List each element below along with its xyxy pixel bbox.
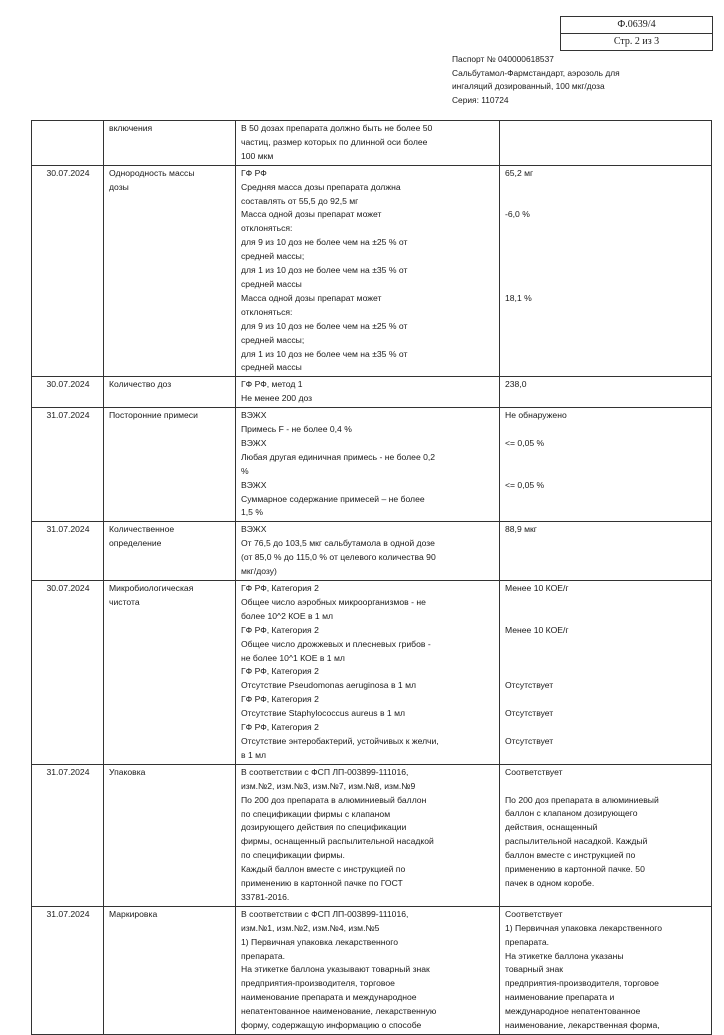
date-cell [32,165,104,377]
cell-line: применению в картонной пачке по ГОСТ [241,878,403,889]
cell-line: ГФ РФ [241,167,267,178]
cell-line: предприятия-производителя, торговое [241,978,395,989]
cell-line: От 76,5 до 103,5 мкг сальбутамола в одной дозе [241,538,435,549]
cell-line: Не менее 200 доз [241,393,313,404]
cell-line: 31.07.2024 [46,766,90,777]
test-name-cell [104,522,236,581]
date-cell [32,764,104,906]
cell-line: Примесь F - не более 0,4 % [241,424,352,435]
passport-line: Серия: 110724 [452,94,509,105]
table-row [32,764,712,906]
cell-line: изм.№2, изм.№3, изм.№7, изм.№8, изм.№9 [241,780,416,791]
cell-line: Общее число дрожжевых и плесневых грибов - [241,638,431,649]
cell-line: <= 0,05 % [505,437,545,448]
result-cell [500,581,712,765]
specification-cell [236,121,500,166]
specification-cell [236,581,500,765]
cell-line [505,195,707,209]
cell-line: 1) Первичная упаковка лекарственного [241,936,398,947]
cell-line: непатентованное наименование, лекарственную [241,1006,437,1017]
cell-line: изм.№1, изм.№2, изм.№4, изм.№5 [241,922,380,933]
passport-line: ингаляций дозированный, 100 мкг/доза [452,81,605,91]
specification-cell [236,408,500,522]
cell-line: для 1 из 10 доз не более чем на ±35 % от [241,348,408,359]
cell-line: Суммарное содержание примесей – не более [241,493,425,504]
cell-line [505,222,707,236]
cell-line: ВЭЖХ [241,479,267,490]
cell-line: ГФ РФ, метод 1 [241,379,303,390]
cell-line: 100 мкм [241,150,274,161]
cell-line: баллон с клапаном дозирующего [505,808,638,819]
result-cell [500,906,712,1034]
result-cell [500,377,712,408]
date-cell [32,906,104,1034]
specification-cell [236,522,500,581]
cell-line: Соответствует [505,766,563,777]
passport-header [452,53,714,107]
cell-line: Количество доз [109,379,172,390]
cell-line: не более 10^1 КОЕ в 1 мл [241,652,345,663]
cell-line: дозирующего действия по спецификации [241,822,407,833]
cell-line: По 200 доз препарата в алюминиевый [505,794,659,805]
cell-line: 1) Первичная упаковка лекарственного [505,922,662,933]
cell-line: применению в картонной пачке. 50 [505,864,645,875]
cell-line [505,181,707,195]
cell-line: для 1 из 10 доз не более чем на ±35 % от [241,265,408,276]
cell-line [37,122,99,136]
cell-line [505,638,707,652]
cell-line: баллон вместе с инструкцией по [505,850,636,861]
cell-line: Посторонние примеси [109,410,198,421]
passport-line: Паспорт № 040000618537 [452,54,554,64]
cell-line: действия, оснащенный [505,822,598,833]
passport-line: Сальбутамол-Фармстандарт, аэрозоль для [452,67,620,78]
specification-cell [236,764,500,906]
test-name-cell [104,121,236,166]
cell-line [505,780,707,794]
cell-line [505,665,707,679]
cell-line: Отсутствует [505,735,554,746]
cell-line: По 200 доз препарата в алюминиевый баллон [241,794,427,805]
cell-line: в 1 мл [241,749,267,760]
cell-line: Маркировка [109,908,158,919]
cell-line: Однородность массы [109,167,195,178]
cell-line: составлять от 55,5 до 92,5 мг [241,195,359,206]
cell-line: На этикетке баллона указывают товарный знак [241,964,430,975]
cell-line: Отсутствие Staphylococcus aureus в 1 мл [241,708,406,719]
cell-line: ВЭЖХ [241,524,267,535]
test-name-cell [104,906,236,1034]
cell-line: 30.07.2024 [46,583,90,593]
cell-line: 31.07.2024 [46,524,90,535]
cell-line [505,651,707,665]
cell-line: препарата. [241,950,286,961]
result-cell [500,408,712,522]
cell-line: более 10^2 КОЕ в 1 мл [241,610,333,621]
page-info: Стр. 2 из 3 [561,33,712,50]
test-name-cell [104,165,236,377]
result-cell [500,165,712,377]
table-row [32,581,712,765]
result-cell [500,121,712,166]
cell-line: отклоняться: [241,306,293,317]
cell-line: Отсутствие энтеробактерий, устойчивых к желчи, [241,735,439,746]
cell-line: В соответствии с ФСП ЛП-003899-111016, [241,908,409,919]
cell-line: Отсутствие Pseudomonas aeruginosa в 1 мл [241,680,417,691]
cell-line: Соответствует [505,908,563,919]
form-number: Ф.0639/4 [617,19,656,30]
cell-line: включения [109,123,153,133]
cell-line: Каждый баллон вместе с инструкцией по [241,864,406,875]
cell-line: -6,0 % [505,209,530,220]
date-cell [32,408,104,522]
cell-line: наименование препарата и международное [241,992,417,1003]
cell-line [505,693,707,707]
cell-line: ВЭЖХ [241,437,267,448]
table-row [32,408,712,522]
cell-line: Общее число аэробных микроорганизмов - не [241,596,426,607]
test-name-cell [104,581,236,765]
cell-line: % [241,465,249,476]
cell-line: 31.07.2024 [46,410,90,421]
cell-line: 30.07.2024 [46,379,90,390]
cell-line: наименование, лекарственная форма, [505,1020,660,1031]
specification-cell [236,906,500,1034]
cell-line: Упаковка [109,766,146,777]
cell-line: В 50 дозах препарата должно быть не более 50 [241,123,433,133]
cell-line: отклоняться: [241,223,293,234]
cell-line: ГФ РФ, Категория 2 [241,624,319,635]
cell-line: Отсутствует [505,680,554,691]
cell-line: <= 0,05 % [505,479,545,490]
cell-line: средней массы [241,362,302,373]
test-name-cell [104,408,236,522]
cell-line [505,278,707,292]
cell-line: ГФ РФ, Категория 2 [241,694,319,705]
cell-line: товарный знак [505,964,563,975]
cell-line: для 9 из 10 доз не более чем на ±25 % от [241,237,408,248]
cell-line: (от 85,0 % до 115,0 % от целевого количества 90 [241,552,436,563]
cell-line [505,451,707,465]
cell-line: препарата. [505,936,550,947]
cell-line: Масса одной дозы препарат может [241,209,382,220]
cell-line: Менее 10 КОЕ/г [505,583,569,593]
cell-line: определение [109,538,162,549]
cell-line [505,122,707,136]
cell-line: по спецификации фирмы с клапаном [241,808,391,819]
cell-line: по спецификации фирмы. [241,850,345,861]
cell-line: В соответствии с ФСП ЛП-003899-111016, [241,766,409,777]
cell-line: Менее 10 КОЕ/г [505,624,569,635]
cell-line [505,264,707,278]
cell-line: Не обнаружено [505,410,567,421]
cell-line: для 9 из 10 доз не более чем на ±25 % от [241,320,408,331]
cell-line: чистота [109,596,140,607]
cell-line: международное непатентованное [505,1006,641,1017]
cell-line: 33781-2016. [241,891,290,902]
cell-line: ГФ РФ, Категория 2 [241,583,319,593]
cell-line: 238,0 [505,379,527,390]
cell-line: Любая другая единичная примесь - не более 0,2 [241,451,436,462]
date-cell [32,121,104,166]
cell-line: 31.07.2024 [46,908,90,919]
table-row [32,165,712,377]
cell-line [505,610,707,624]
test-name-cell [104,377,236,408]
cell-line: средней массы [241,278,302,289]
result-cell [500,522,712,581]
specification-cell [236,165,500,377]
cell-line: форму, содержащую информацию о способе [241,1020,422,1031]
cell-line: ГФ РФ, Категория 2 [241,666,319,677]
cell-line: дозы [109,181,129,192]
cell-line: Отсутствует [505,708,554,719]
cell-line: Масса одной дозы препарат может [241,292,382,303]
table-row [32,121,712,166]
table-row [32,377,712,408]
results-table [31,120,712,1035]
cell-line: Микробиологическая [109,583,194,593]
table-row [32,906,712,1034]
date-cell [32,377,104,408]
cell-line: ВЭЖХ [241,410,267,421]
cell-line: частиц, размер которых по длинной оси более [241,136,428,147]
date-cell [32,581,104,765]
cell-line [505,721,707,735]
cell-line: ГФ РФ, Категория 2 [241,722,319,733]
specification-cell [236,377,500,408]
cell-line: мкг/дозу) [241,566,277,577]
cell-line: средней массы; [241,251,305,262]
date-cell [32,522,104,581]
cell-line [505,596,707,610]
cell-line: фирмы, оснащенный распылительной насадкой [241,836,434,847]
cell-line [505,423,707,437]
cell-line: На этикетке баллона указаны [505,950,624,961]
cell-line: предприятия-производителя, торговое [505,978,659,989]
cell-line: средней массы; [241,334,305,345]
cell-line: Средняя масса дозы препарата должна [241,181,401,192]
cell-line: 18,1 % [505,292,532,303]
form-number-box [560,16,713,51]
cell-line: 30.07.2024 [46,167,90,178]
result-cell [500,764,712,906]
cell-line: пачек в одном коробе. [505,878,595,889]
cell-line: наименование препарата и [505,992,615,1003]
cell-line: 88,9 мкг [505,524,537,535]
cell-line [505,236,707,250]
table-row [32,522,712,581]
cell-line: 1,5 % [241,507,263,518]
test-name-cell [104,764,236,906]
cell-line: распылительной насадкой. Каждый [505,836,648,847]
cell-line: 65,2 мг [505,167,534,178]
cell-line [505,465,707,479]
cell-line: Количественное [109,524,175,535]
cell-line [505,250,707,264]
